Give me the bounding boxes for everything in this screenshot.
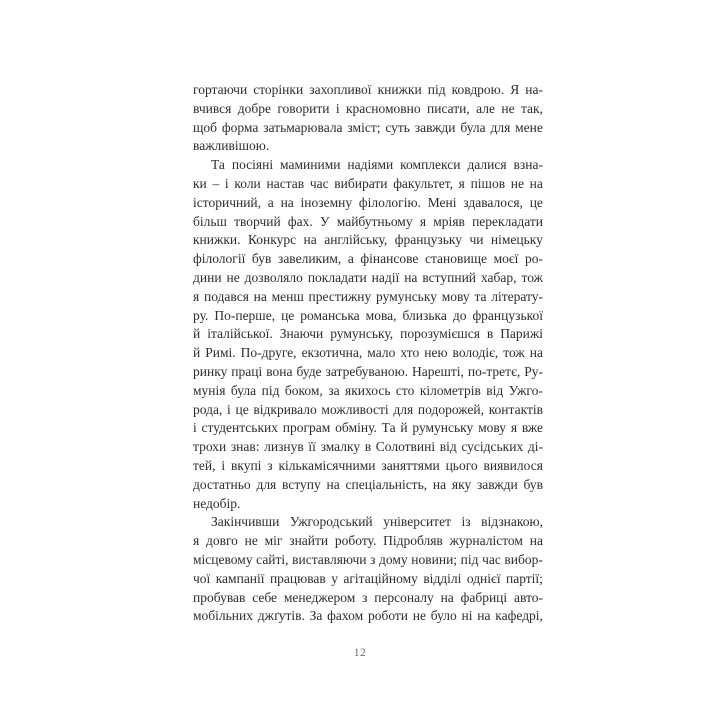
text-line: ру. По-перше, це романська мова, близька до французької — [193, 307, 543, 323]
paragraph — [193, 156, 543, 513]
text-line: я подався на менш престижну румунську мову та літерату- — [193, 288, 543, 304]
text-line: достатньо для вступу на спеціальність, на яку завжди був — [193, 476, 543, 492]
text-line: недобір. — [193, 495, 241, 511]
text-line: чої кампанії працював у агітаційному відділі однієї партії; — [193, 570, 543, 586]
text-line: книжки. Конкурс на англійську, французьку чи німецьку — [193, 232, 543, 248]
text-line: більш творчий фах. У майбутньому я мріяв перекладати — [193, 213, 543, 229]
text-line: щоб форма затьмарювала зміст; суть завжди була для мене — [193, 119, 543, 135]
text-line: гортаючи сторінки захопливої книжки під ковдрою. Я на- — [193, 82, 543, 97]
page-text — [193, 81, 543, 626]
text-line: місцевому сайті, виставляючи з дому новини; під час вибор- — [193, 551, 543, 567]
text-line: ки – і коли настав час вибирати факультет, я пішов не на — [193, 175, 543, 191]
text-line: тей, і вкупі з кількамісячними заняттями цього виявилося — [193, 457, 543, 473]
text-line: трохи знав: лизнув її змалку в Солотвині від сусідських ді- — [193, 439, 543, 455]
paragraph — [193, 81, 543, 156]
text-line: і студентських програм обміну. Та й румунську мову я вже — [193, 420, 543, 436]
paragraph — [193, 513, 543, 626]
text-line: мобільних джґутів. За фахом роботи не було ні на кафедрі, — [193, 608, 543, 624]
text-line: важливішою. — [193, 138, 270, 154]
text-line: вчився добре говорити і красномовно писати, але не так, — [193, 100, 543, 116]
text-line: й італійської. Знаючи румунську, порозумієшся в Парижі — [193, 326, 543, 342]
text-line: філології був завеликим, а фінансове становище моєї ро- — [193, 251, 543, 267]
text-line: й Римі. По-друге, екзотична, мало хто нею володіє, тож на — [193, 345, 543, 361]
text-line: ринку праці вона буде затребуваною. Нарешті, по-третє, Ру- — [193, 363, 543, 379]
text-line: я довго не міг знайти роботу. Підробляв журналістом на — [193, 533, 543, 549]
text-line: мунія була під боком, за якихось сто кілометрів від Ужго- — [193, 382, 543, 398]
text-line: Та посіяні маминими надіями комплекси далися взна- — [211, 157, 543, 173]
text-line: історичний, а на іноземну філологію. Мені здавалося, це — [193, 194, 543, 210]
text-line: Закінчивши Ужгородський університет із відзнакою, — [211, 514, 543, 530]
text-line: дини не дозволяло покладати надії на вступний хабар, тож — [193, 269, 543, 285]
text-line: рода, і це відкривало можливості для подорожей, контактів — [193, 401, 543, 417]
page-number: 12 — [353, 647, 367, 659]
text-line: пробував себе менеджером з персоналу на фабриці авто- — [193, 589, 543, 605]
